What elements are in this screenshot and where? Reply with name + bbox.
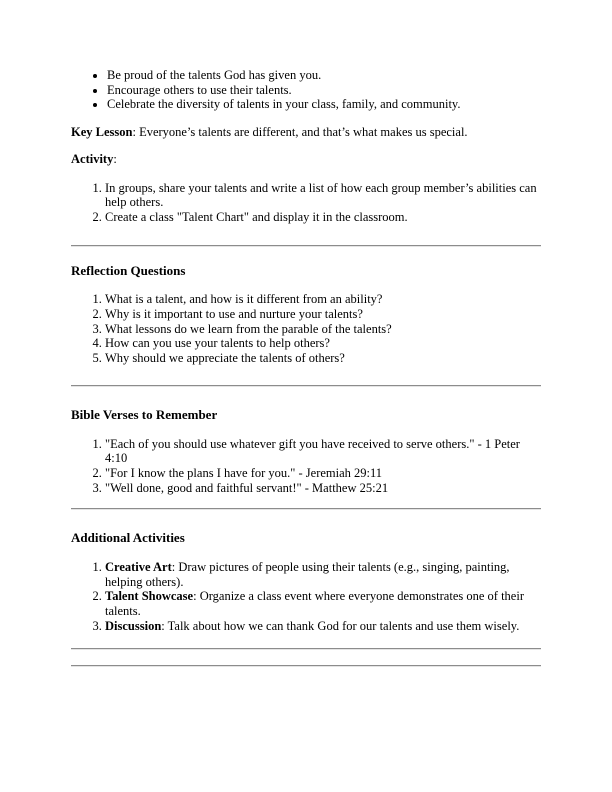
bible-verses-heading: Bible Verses to Remember bbox=[71, 406, 218, 422]
activity-label: Activity bbox=[71, 151, 114, 166]
activity-paragraph bbox=[71, 152, 541, 167]
list-item bbox=[105, 589, 541, 618]
additional-activities-heading: Additional Activities bbox=[71, 530, 185, 546]
key-lesson-label: Key Lesson bbox=[71, 125, 133, 140]
section-divider bbox=[71, 648, 541, 650]
activity-colon: : bbox=[113, 151, 117, 166]
reflection-questions-list bbox=[71, 292, 541, 366]
reflection-questions-heading: Reflection Questions bbox=[71, 262, 186, 278]
list-item: 5. Why should we appreciate the talents of others? bbox=[105, 351, 541, 366]
additional-activities-list bbox=[71, 560, 541, 634]
additional-item-label: Creative Art bbox=[105, 560, 172, 575]
list-item: 2. "For I know the plans I have for you." - Jeremiah 29:11 bbox=[105, 466, 541, 481]
list-item: 4. How can you use your talents to help others? bbox=[105, 336, 541, 351]
list-item: • Encourage others to use their talents. bbox=[107, 83, 541, 98]
list-item: 2. Why is it important to use and nurture your talents? bbox=[105, 307, 541, 322]
section-divider bbox=[71, 665, 541, 667]
section-divider bbox=[71, 245, 541, 247]
additional-item-text: : Organize a class event where everyone demonstrates one of their talents. bbox=[105, 589, 524, 619]
activity-numbered-list bbox=[71, 181, 541, 225]
bible-verses-list bbox=[71, 437, 541, 496]
intro-bullet-list bbox=[71, 68, 541, 112]
list-item: 1. In groups, share your talents and write a list of how each group member’s abilities can help others. bbox=[105, 181, 541, 210]
key-lesson-paragraph bbox=[71, 125, 541, 140]
section-divider bbox=[71, 385, 541, 387]
list-item: 2. Create a class "Talent Chart" and display it in the classroom. bbox=[105, 210, 541, 225]
list-item: • Celebrate the diversity of talents in your class, family, and community. bbox=[107, 97, 541, 112]
list-item: 1. "Each of you should use whatever gift you have received to serve others." - 1 Peter 4:10 bbox=[105, 437, 541, 466]
list-item: 3. What lessons do we learn from the parable of the talents? bbox=[105, 322, 541, 337]
additional-item-text: : Draw pictures of people using their talents (e.g., singing, painting, helping others). bbox=[105, 560, 510, 589]
additional-item-label: Talent Showcase bbox=[105, 589, 194, 604]
section-divider bbox=[71, 508, 541, 510]
list-item bbox=[105, 560, 541, 589]
additional-item-label: Discussion bbox=[105, 618, 162, 633]
key-lesson-text: : Everyone’s talents are different, and that’s what makes us special. bbox=[132, 125, 468, 140]
list-item: 1. What is a talent, and how is it different from an ability? bbox=[105, 292, 541, 307]
list-item bbox=[105, 619, 541, 634]
list-item: 3. "Well done, good and faithful servant!" - Matthew 25:21 bbox=[105, 481, 541, 496]
additional-item-text: : Talk about how we can thank God for our talents and use them wisely. bbox=[161, 618, 520, 633]
list-item: • Be proud of the talents God has given you. bbox=[107, 68, 541, 83]
